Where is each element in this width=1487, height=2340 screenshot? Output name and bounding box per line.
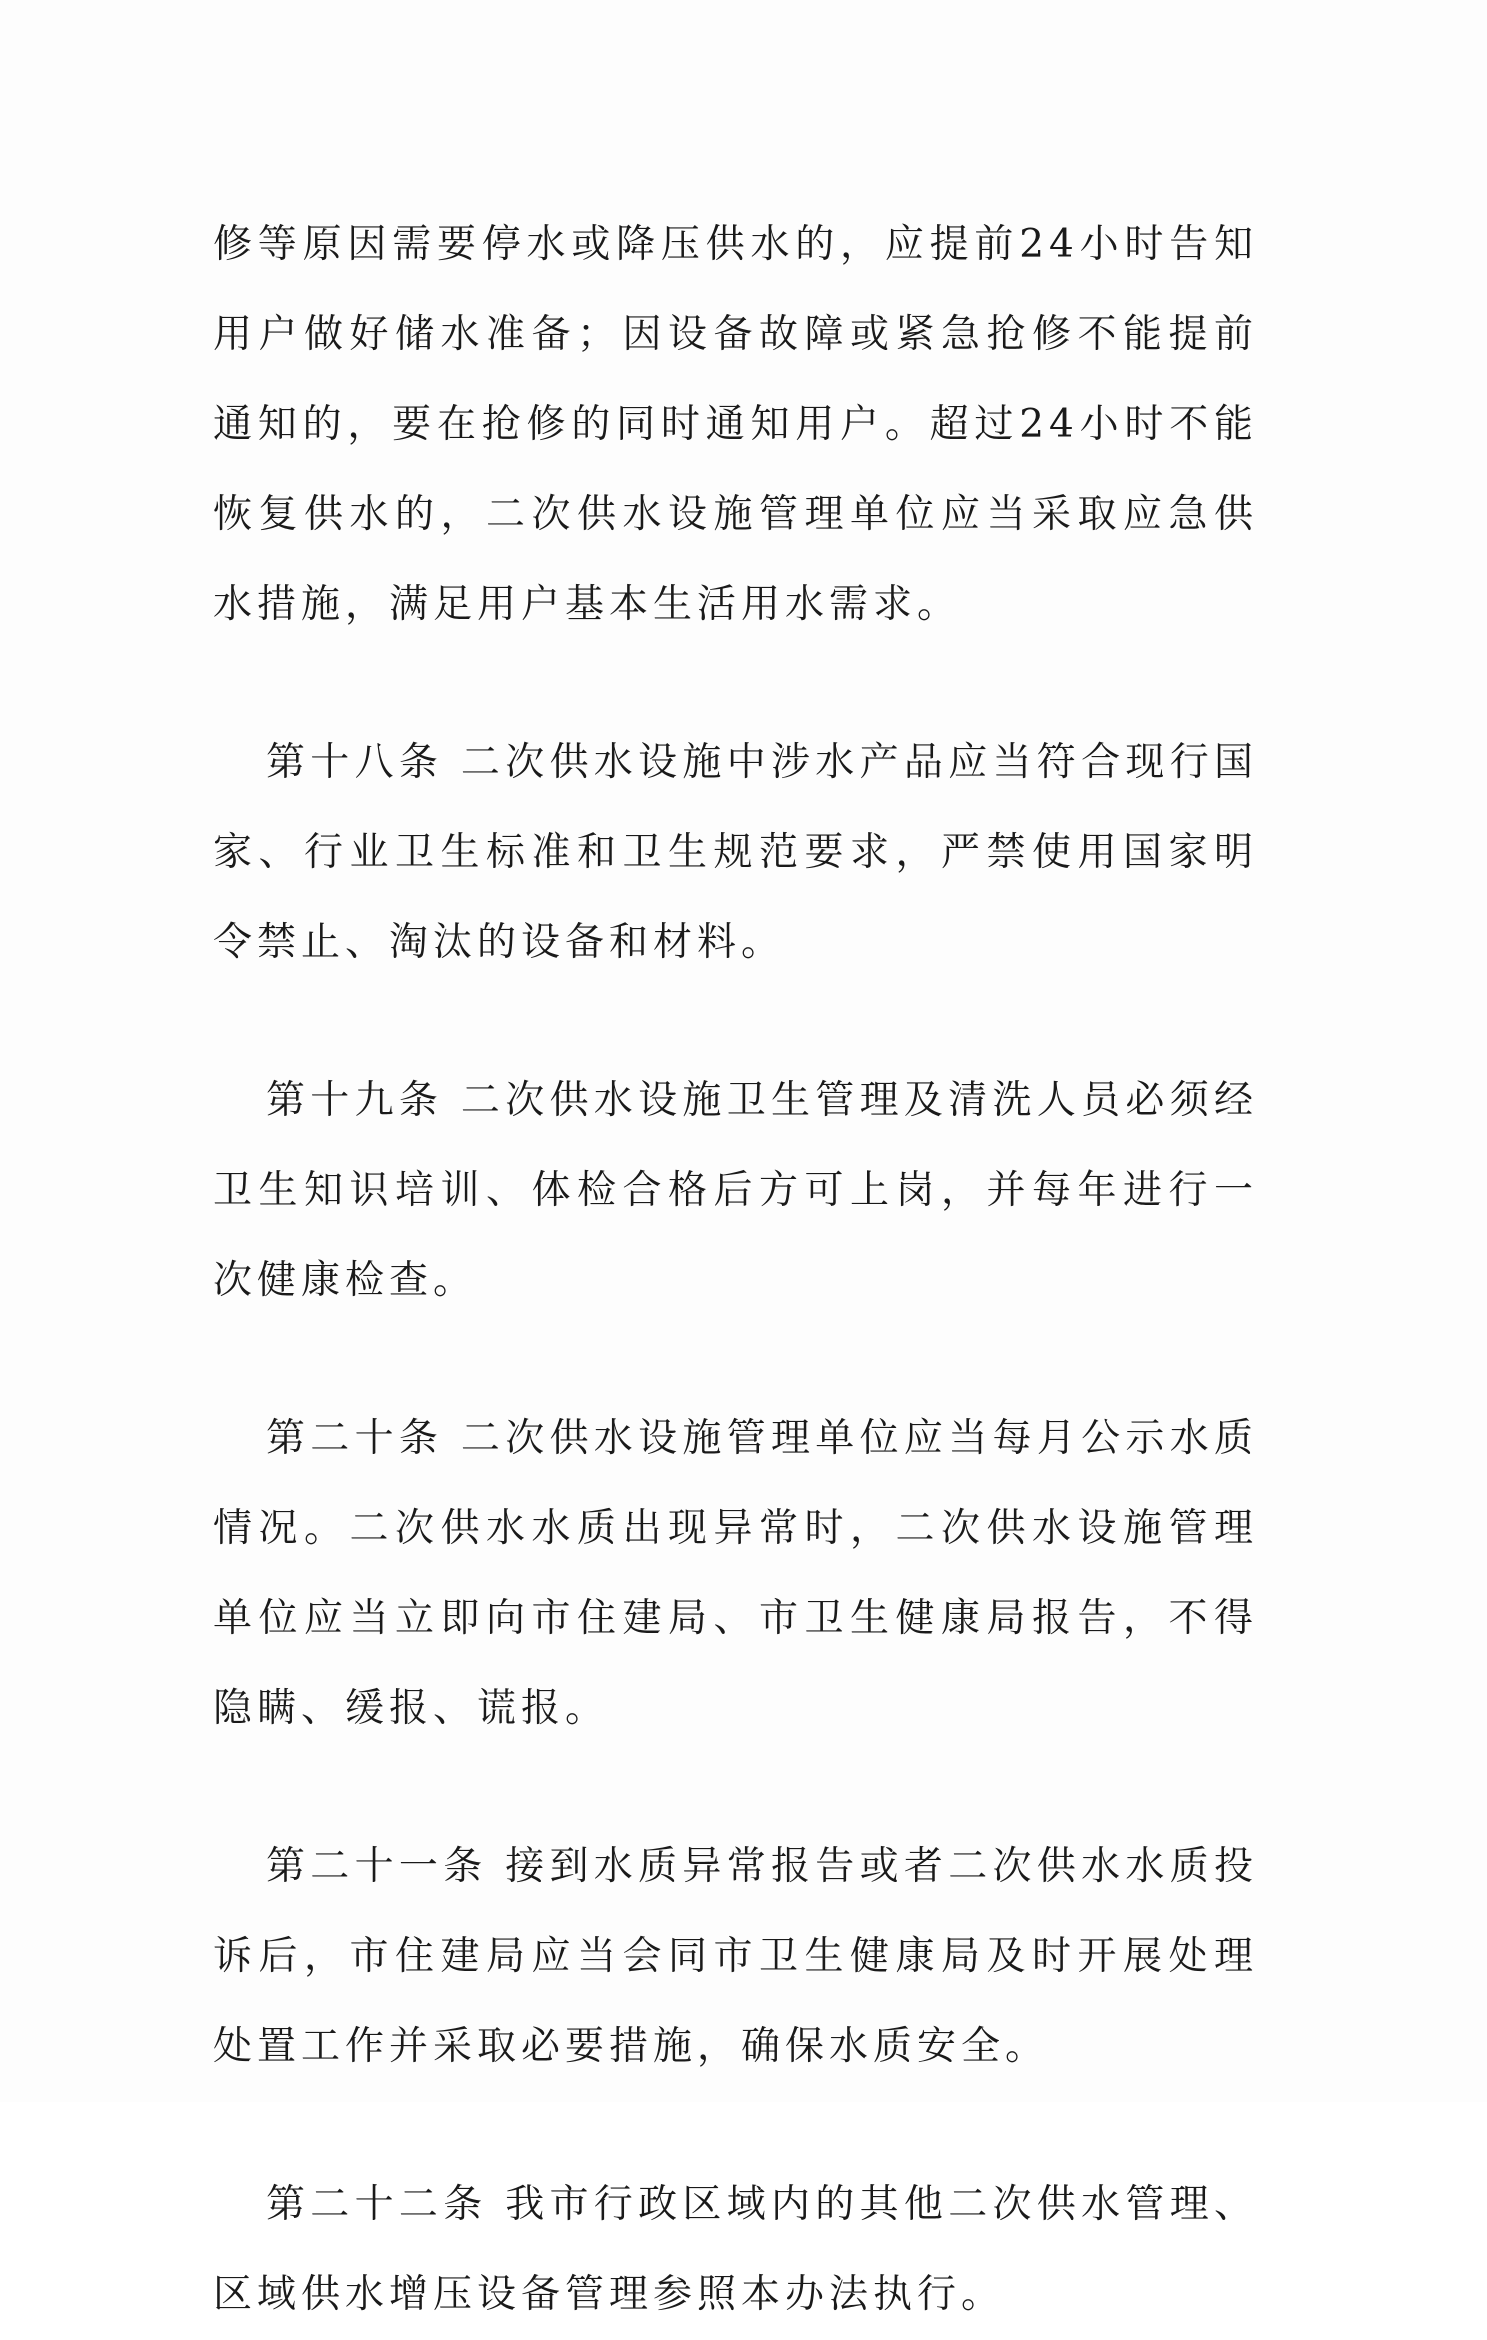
paragraph-article-19: 第十九条 二次供水设施卫生管理及清洗人员必须经卫生知识培训、体检合格后方可上岗，并每年进行一次健康检查。 (213, 1078, 1258, 1303)
paragraph-continuation: 修等原因需要停水或降压供水的，应提前24小时告知用户做好储水准备；因设备故障或紧急抢修不能提前通知的，要在抢修的同时通知用户。超过24小时不能恢复供水的，二次供水设施管理单位应当采取应急供水措施，满足用户基本生活用水需求。 (213, 222, 1258, 627)
paragraph-gap (213, 650, 1258, 718)
paragraph-article-21: 第二十一条 接到水质异常报告或者二次供水水质投诉后，市住建局应当会同市卫生健康局及时开展处理处置工作并采取必要措施，确保水质安全。 (213, 1844, 1258, 2069)
paragraph-gap (213, 1754, 1258, 1822)
paragraph-gap (213, 1326, 1258, 1394)
paragraph-gap (213, 2092, 1258, 2160)
paragraph-article-20: 第二十条 二次供水设施管理单位应当每月公示水质情况。二次供水水质出现异常时，二次供水设施管理单位应当立即向市住建局、市卫生健康局报告，不得隐瞒、缓报、谎报。 (213, 1416, 1258, 1731)
paragraph-article-18: 第十八条 二次供水设施中涉水产品应当符合现行国家、行业卫生标准和卫生规范要求，严禁使用国家明令禁止、淘汰的设备和材料。 (213, 740, 1258, 965)
document-body (213, 200, 1258, 2340)
paragraph-gap (213, 988, 1258, 1056)
paragraph-article-22: 第二十二条 我市行政区域内的其他二次供水管理、区域供水增压设备管理参照本办法执行。 (213, 2182, 1258, 2317)
